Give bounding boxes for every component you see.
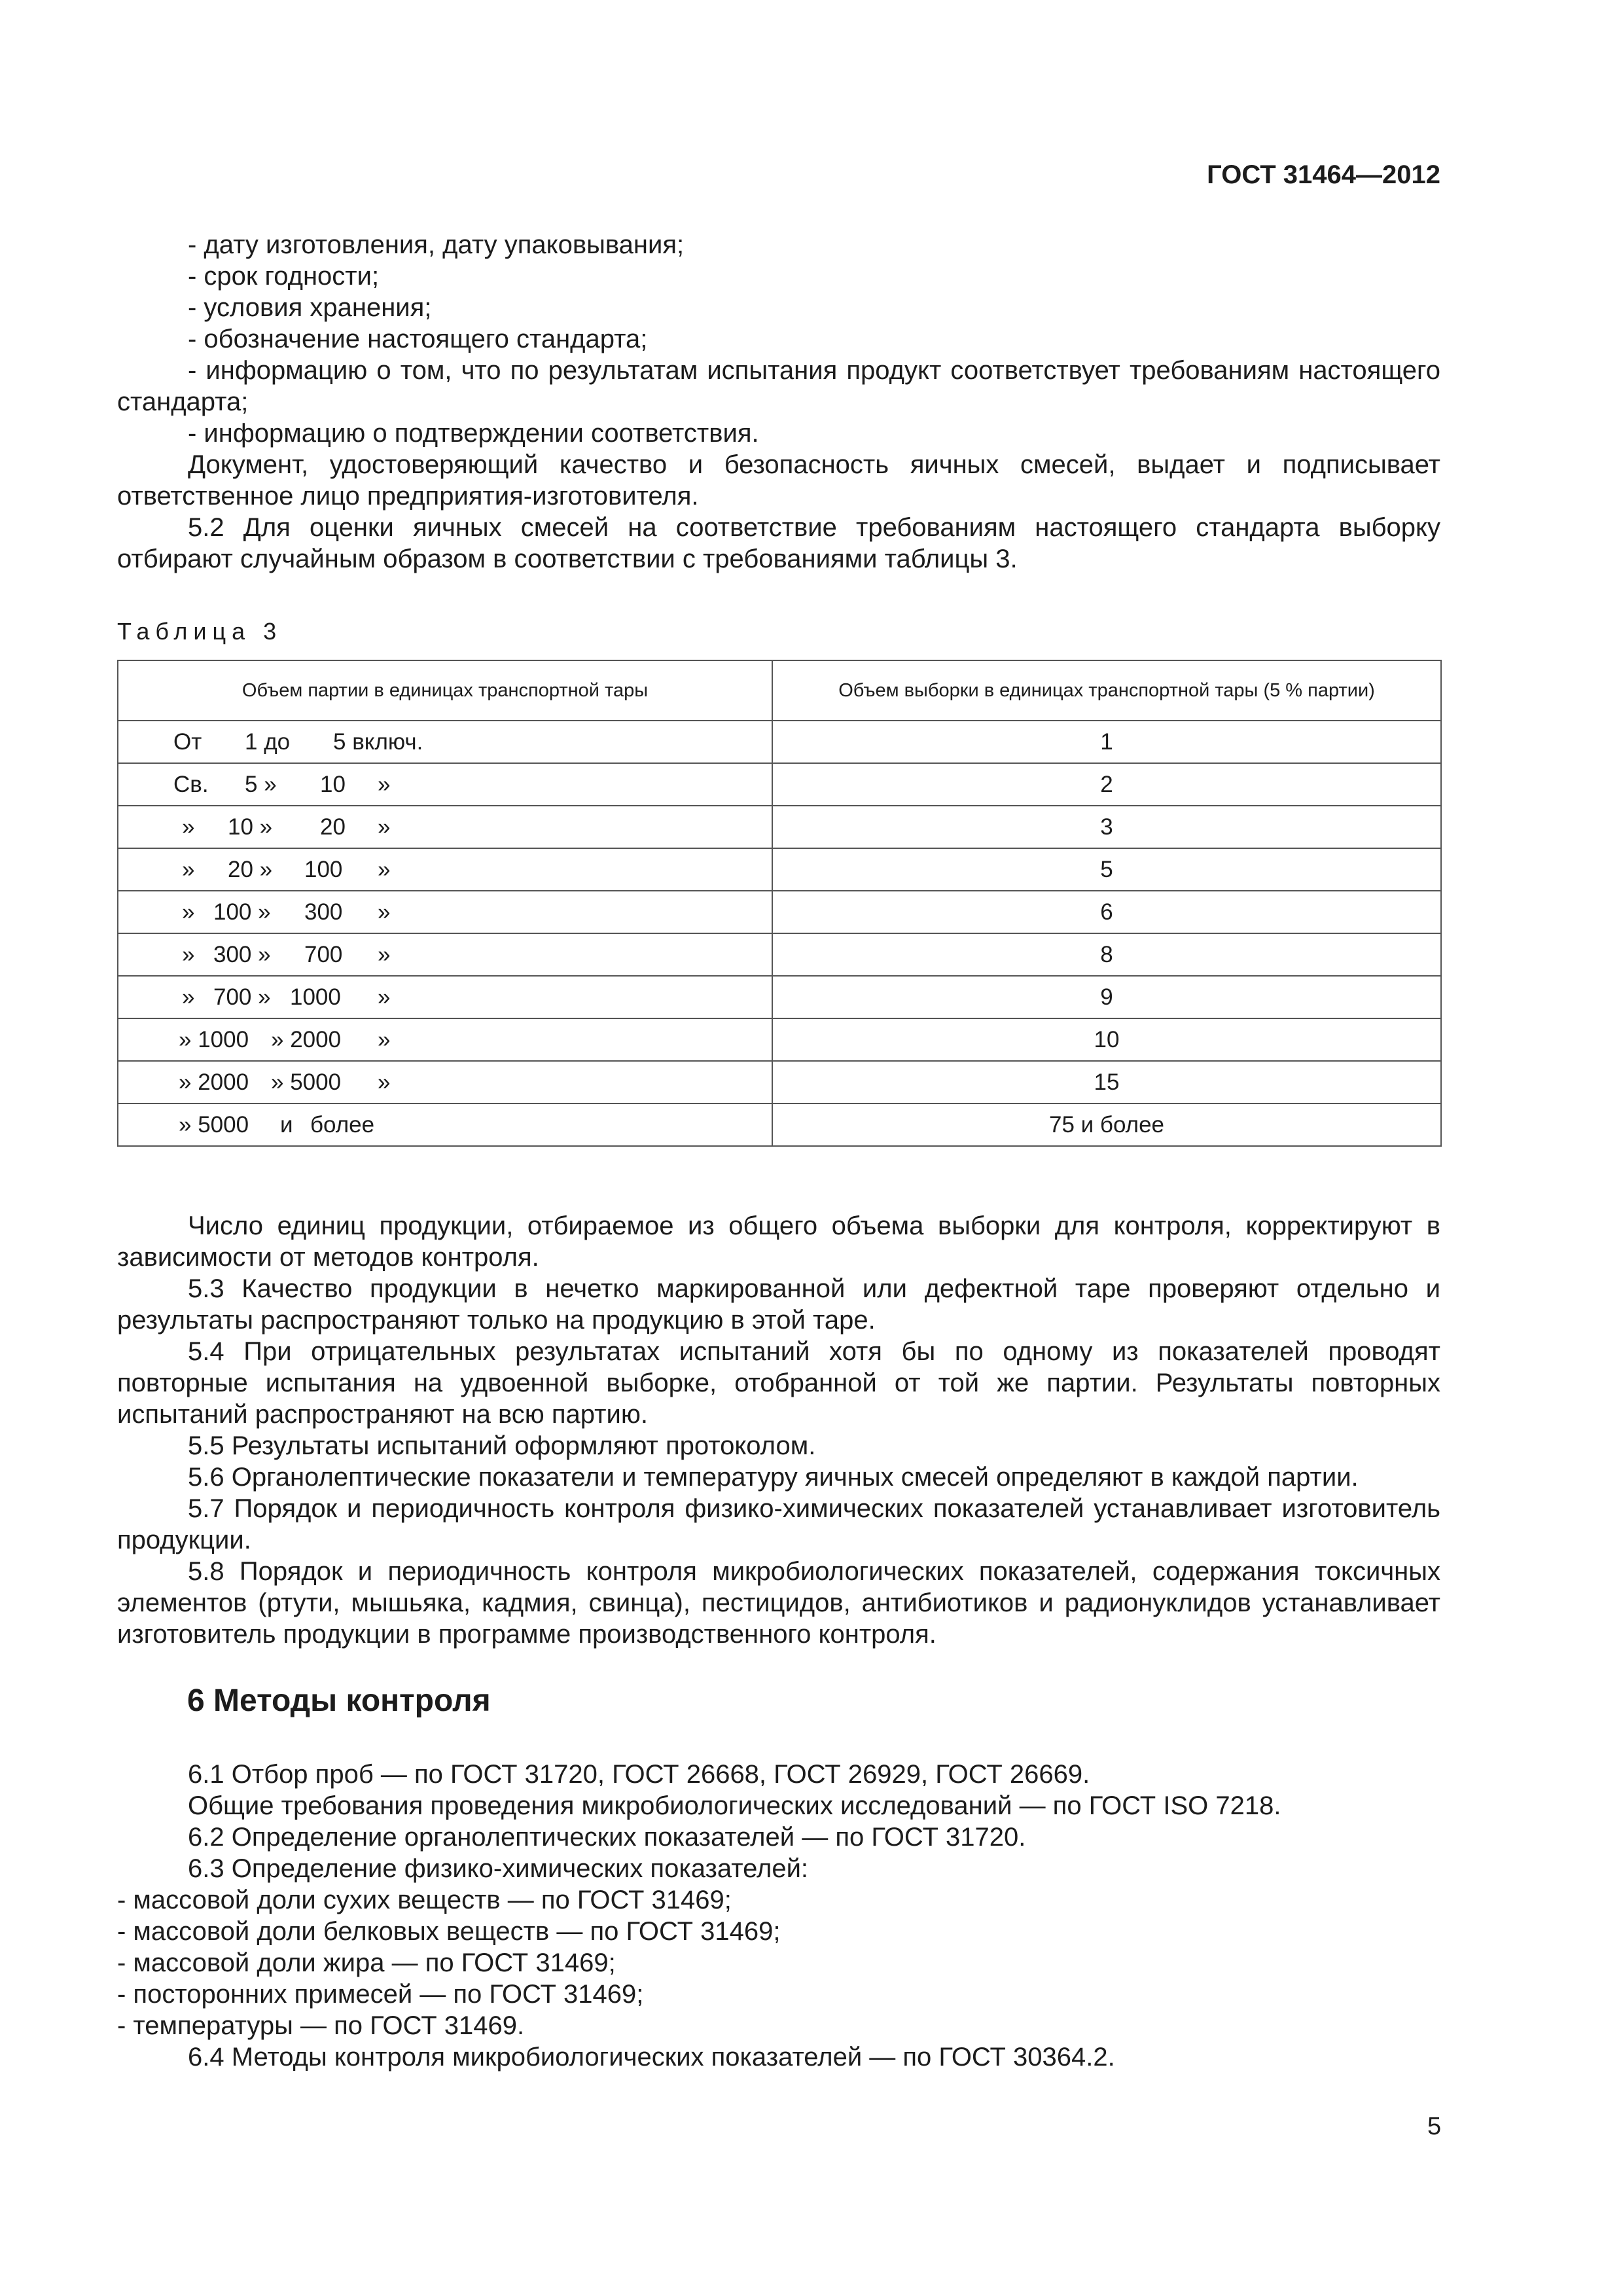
- table-row: [118, 848, 1441, 891]
- table-row: [118, 891, 1441, 933]
- sample-size-cell: 1: [772, 721, 1441, 763]
- range-from: 700 »: [213, 984, 271, 1010]
- range-suffix: »: [378, 899, 391, 925]
- range-suffix: »: [378, 1027, 391, 1052]
- lot-range: [118, 721, 772, 762]
- list-item: - информацию о подтверждении соответствия.: [188, 419, 759, 448]
- method-line: 6.1 Отбор проб — по ГОСТ 31720, ГОСТ 26668, ГОСТ 26929, ГОСТ 26669.: [188, 1760, 1090, 1789]
- method-line: - массовой доли белковых веществ — по ГОСТ 31469;: [117, 1917, 781, 1946]
- range-from: 5 »: [245, 772, 277, 797]
- sample-size-cell: 2: [772, 763, 1441, 806]
- range-suffix: »: [378, 857, 391, 882]
- table-row: [118, 806, 1441, 848]
- paragraph-5-4: 5.4 При отрицательных результатах испытаний хотя бы по одному из показателей проводят повторные испытания на удвоенной выборке, отобранной от той же партии. Результаты повторных испытаний распространяют на всю партию.: [117, 1337, 1440, 1429]
- range-prefix: »: [182, 984, 195, 1010]
- list-item: - информацию о том, что по результатам испытания продукт соответствует требованиям настоящего стандарта;: [117, 356, 1440, 416]
- range-suffix: »: [378, 814, 391, 840]
- sample-size-cell: 5: [772, 848, 1441, 891]
- lot-range: [118, 977, 772, 1018]
- marking-list: [117, 229, 1440, 575]
- table-header-row: [118, 660, 1441, 721]
- lot-range: [118, 1104, 772, 1145]
- method-line: - массовой доли сухих веществ — по ГОСТ 31469;: [117, 1886, 732, 1914]
- paragraph-5-3: 5.3 Качество продукции в нечетко маркированной или дефектной таре проверяют отдельно и результаты распространяют только на продукцию в этой таре.: [117, 1274, 1440, 1335]
- range-suffix: »: [378, 772, 391, 797]
- range-from: 1 до: [245, 729, 291, 755]
- list-item: - дату изготовления, дату упаковывания;: [188, 230, 685, 259]
- post-table-text: [117, 1210, 1440, 1650]
- lot-range: [118, 806, 772, 848]
- table-3: [117, 660, 1442, 1147]
- lot-range: [118, 891, 772, 933]
- sample-size-cell: 8: [772, 933, 1441, 976]
- range-prefix: »: [182, 857, 195, 882]
- table-caption: Таблица 3: [117, 618, 283, 645]
- lot-range: [118, 849, 772, 890]
- table-row: [118, 976, 1441, 1018]
- method-line: - массовой доли жира — по ГОСТ 31469;: [117, 1948, 616, 1977]
- range-prefix: »: [182, 899, 195, 925]
- lot-range: [118, 1062, 772, 1103]
- range-prefix: От: [173, 729, 202, 755]
- table-row: [118, 933, 1441, 976]
- standard-code-header: ГОСТ 31464—2012: [1207, 160, 1440, 189]
- range-to: 300: [304, 899, 343, 925]
- sample-size-cell: 3: [772, 806, 1441, 848]
- range-suffix: »: [378, 984, 391, 1010]
- sample-size-cell: 10: [772, 1018, 1441, 1061]
- column-header-sample-size: Объем выборки в единицах транспортной тары (5 % партии): [772, 660, 1441, 721]
- range-to: более: [310, 1112, 375, 1138]
- range-prefix: » 1000: [179, 1027, 249, 1052]
- range-to: 700: [304, 942, 343, 967]
- table-row: [118, 1018, 1441, 1061]
- list-item: - срок годности;: [188, 262, 380, 291]
- method-line: - температуры — по ГОСТ 31469.: [117, 2011, 525, 2040]
- table-row: [118, 763, 1441, 806]
- paragraph-5-7: 5.7 Порядок и периодичность контроля физико-химических показателей устанавливает изготовитель продукции.: [117, 1494, 1440, 1554]
- range-suffix: »: [378, 942, 391, 967]
- range-prefix: »: [182, 942, 195, 967]
- range-to: 20: [320, 814, 346, 840]
- section-6-heading: 6 Методы контроля: [187, 1683, 491, 1718]
- range-from: 10 »: [228, 814, 273, 840]
- paragraph-5-5: 5.5 Результаты испытаний оформляют протоколом.: [188, 1431, 816, 1460]
- range-from: 300 »: [213, 942, 271, 967]
- range-prefix: » 2000: [179, 1069, 249, 1095]
- range-prefix: Св.: [173, 772, 209, 797]
- range-from: » 5000: [271, 1069, 342, 1095]
- range-to: 5 включ.: [333, 729, 423, 755]
- paragraph-5-6: 5.6 Органолептические показатели и температуру яичных смесей определяют в каждой партии.: [188, 1463, 1359, 1492]
- range-from: 20 »: [228, 857, 273, 882]
- range-prefix: »: [182, 814, 195, 840]
- list-item: - условия хранения;: [188, 293, 432, 322]
- method-line: - посторонних примесей — по ГОСТ 31469;: [117, 1980, 644, 2009]
- column-header-lot-size: Объем партии в единицах транспортной тары: [118, 660, 772, 721]
- sample-size-cell: 15: [772, 1061, 1441, 1103]
- paragraph-5-2: 5.2 Для оценки яичных смесей на соответствие требованиям настоящего стандарта выборку отбирают случайным образом в соответствии с требованиями таблицы 3.: [117, 513, 1440, 573]
- list-item: - обозначение настоящего стандарта;: [188, 325, 648, 353]
- lot-range: [118, 1019, 772, 1060]
- paragraph-5-8: 5.8 Порядок и периодичность контроля микробиологических показателей, содержания токсичных элементов (ртути, мышьяка, кадмия, свинца), пестицидов, антибиотиков и радионуклидов устанавливает изготовитель продукции в программе производственного контроля.: [117, 1557, 1440, 1649]
- range-from: 100 »: [213, 899, 271, 925]
- lot-range: [118, 764, 772, 805]
- sample-size-cell: 6: [772, 891, 1441, 933]
- lot-range: [118, 934, 772, 975]
- range-to: 1000: [290, 984, 341, 1010]
- table-row: [118, 1103, 1441, 1146]
- table-row: [118, 1061, 1441, 1103]
- method-line: 6.4 Методы контроля микробиологических показателей — по ГОСТ 30364.2.: [188, 2043, 1115, 2072]
- method-line: 6.3 Определение физико-химических показателей:: [188, 1854, 809, 1883]
- range-suffix: »: [378, 1069, 391, 1095]
- table-row: [118, 721, 1441, 763]
- paragraph-sample-correction: Число единиц продукции, отбираемое из общего объема выборки для контроля, корректируют в зависимости от методов контроля.: [117, 1211, 1440, 1272]
- range-to: 100: [304, 857, 343, 882]
- range-from: и: [280, 1112, 293, 1138]
- section-6-body: [117, 1759, 1440, 2073]
- range-prefix: » 5000: [179, 1112, 249, 1138]
- paragraph-quality-document: Документ, удостоверяющий качество и безопасность яичных смесей, выдает и подписывает ответственное лицо предприятия-изготовителя.: [117, 450, 1440, 511]
- range-from: » 2000: [271, 1027, 342, 1052]
- method-line: Общие требования проведения микробиологических исследований — по ГОСТ ISO 7218.: [188, 1791, 1281, 1820]
- sample-size-cell: 9: [772, 976, 1441, 1018]
- range-to: 10: [320, 772, 346, 797]
- sample-size-cell: 75 и более: [772, 1103, 1441, 1146]
- page-number: 5: [1427, 2113, 1442, 2140]
- method-line: 6.2 Определение органолептических показателей — по ГОСТ 31720.: [188, 1823, 1026, 1852]
